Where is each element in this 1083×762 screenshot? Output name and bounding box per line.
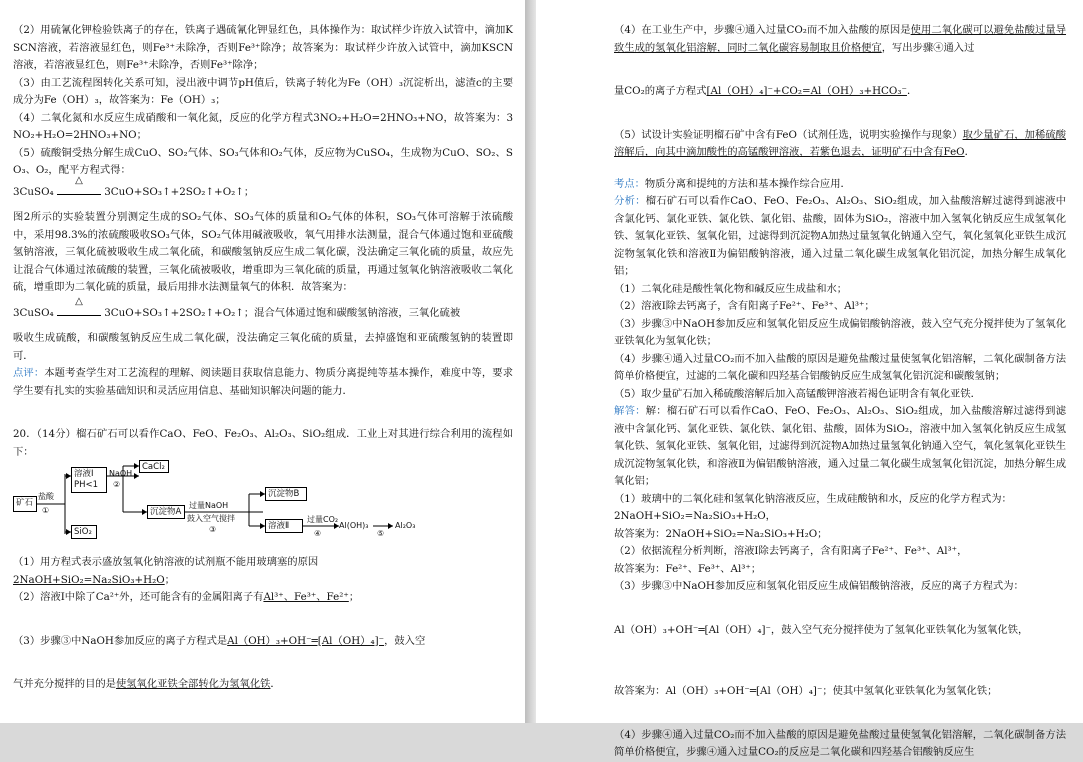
excess-co2-label: 过量CO₂: [307, 515, 339, 524]
answer-1: 2NaOH+SiO₂=Na₂SiO₃+H₂O；: [13, 573, 175, 586]
answer-4b-text: [Al（OH）₄]⁻+CO₂=Al（OH）₃+HCO₃⁻: [706, 85, 907, 97]
solution-3-answer: 故答案为：Al（OH）₃+OH⁻═[Al（OH）₄]⁻；使其中氢氧化亚铁氧化为氢氧化铁；: [614, 685, 998, 697]
equation-left: 3CuSO₄: [13, 306, 54, 319]
key-point-label: 考点：: [614, 177, 645, 190]
equation-right: 3CuO+SO₃↑+2SO₂↑+O₂↑；混合气体通过饱和碳酸氢钠溶液，三氧化硫被: [104, 306, 461, 319]
question-2-text: （2）溶液Ⅰ中除了Ca²⁺外，还可能含有的金属阳离子有: [13, 591, 264, 603]
left-column: [13, 22, 513, 694]
question-4-text: （4）在工业生产中，步骤④通入过量CO₂而不加入盐酸的原因是: [614, 24, 911, 36]
solution-2: （2）依据流程分析判断，溶液Ⅰ除去钙离子，含有阳离子Fe²⁺、Fe³⁺、Al³⁺，: [614, 545, 968, 557]
equation-left: 3CuSO₄: [13, 185, 54, 198]
question-5: （5）试设计实验证明榴石矿中含有FeO（试剂任选，说明实验操作与现象）取少量矿石，加稀硫酸溶解后，向其中滴加酸性的高锰酸钾溶液，若紫色退去，证明矿石中含有FeO．: [614, 128, 1067, 158]
question-3: [13, 633, 513, 651]
precipitate-a-box: 沉淀物A: [147, 505, 185, 519]
solution-2-box: 溶液Ⅱ: [265, 519, 303, 533]
aloh3-label: Al(OH)₃: [339, 521, 369, 530]
precipitate-b-box: 沉淀物B: [265, 487, 307, 501]
analysis-2: （2）溶液Ⅰ除去钙离子，含有阳离子Fe²⁺、Fe³⁺、Al³⁺；: [614, 300, 875, 312]
solution-1-answer: 故答案为：2NaOH+SiO₂=Na₂SiO₃+H₂O；: [614, 527, 828, 540]
left-page: [0, 0, 525, 723]
solution-2-answer: 故答案为：Fe²⁺、Fe³⁺、Al³⁺；: [614, 562, 762, 575]
comment-label: 点评：: [13, 367, 45, 379]
question-4b-text: 量CO₂的离子方程式: [614, 85, 707, 97]
question-5-text: （5）试设计实验证明榴石矿中含有FeO（试剂任选，说明实验操作与现象）: [614, 128, 963, 141]
hcl-label: 盐酸: [38, 492, 54, 501]
step-2-label: ②: [113, 480, 121, 489]
heat-arrow: [57, 174, 101, 195]
question-4b: 量CO₂的离子方程式[Al（OH）₄]⁻+CO₂=Al（OH）₃+HCO₃⁻．: [614, 85, 918, 97]
paragraph: （4）二氧化氮和水反应生成硝酸和一氧化氮，反应的化学方程式3NO₂+H₂O=2HNO₃+NO，故答案为：3NO₂+H₂O=2HNO₃+NO；: [13, 111, 513, 141]
equation-line: [13, 174, 513, 202]
question-20: 20．（14分）榴石矿石可以看作CaO、FeO、Fe₂O₃、Al₂O₃、SiO₂组成．工业上对其进行综合利用的流程如下：: [13, 428, 513, 458]
question-3-suffix: ，鼓入空: [384, 634, 426, 647]
question-3b-text: 气并充分搅拌的目的是: [13, 678, 116, 690]
comment: [13, 365, 513, 400]
question-4: [614, 22, 1066, 57]
solution-4: （4）步骤④通入过量CO₂而不加入盐酸的原因是避免盐酸过量使氢氧化铝溶解，二氧化碳制备方法简单价格便宜，步骤④通入过量CO₂的反应是二氧化碳和四羟基合铝酸钠反应生: [614, 728, 1066, 758]
step-5-label: ⑤: [377, 529, 385, 538]
naoh-label: NaOH: [109, 469, 133, 478]
paragraph: 图2所示的实验装置分别测定生成的SO₂气体、SO₃气体的质量和O₂气体的体积，SO₃气体可溶解于浓硫酸中，采用98.3%的浓硫酸吸收SO₃气体，SO₂气体用碱液吸收，氧气用排水法测量，混合气体通过饱和亚硫酸氢钠溶液，三氧化硫被吸收生成二氧化硫，和碳酸氢钠反应生成二氧化碳，没法确定三氧化硫的质量，故应先让混合气体通过浓硫酸的装置，三氧化硫被吸收，增重即为三氧化硫的质量，再通过氢氧化钠溶液吸收二氧化硫，增重即为二氧化硫的质量，最后用排水法测量氧气的体积．故答案为：: [13, 211, 513, 293]
answer-3-text: Al（OH）₃+OH⁻═[Al（OH）₄]⁻: [227, 634, 385, 647]
answer-5-text: 取少量矿石，加稀硫酸溶解后，向其中滴加酸性的高锰酸钾溶液，若紫色退去，证明矿石中含有FeO: [614, 128, 1067, 158]
solution-label: 解答：: [614, 405, 646, 417]
paragraph: 吸收生成硫酸，和碳酸氢钠反应生成二氧化碳，没法确定三氧化硫的质量，去掉盛饱和亚硫酸氢钠的装置即可．: [13, 332, 513, 362]
flow-diagram: [13, 464, 453, 550]
delta-symbol: △: [75, 295, 83, 307]
solution-1: （1）玻璃中的二氧化硅和氢氧化钠溶液反应，生成硅酸钠和水，反应的化学方程式为：: [614, 492, 1012, 505]
solution-1-equation: 2NaOH+SiO₂=Na₂SiO₃+H₂O，: [614, 510, 776, 522]
paragraph: （2）用硫氰化钾检验铁离子的存在，铁离子遇硫氰化钾显红色，具体操作为：取试样少许放入试管中，滴加KSCN溶液，若溶液显红色，则Fe³⁺未除净，否则Fe³⁺除净；故答案为：取试样少许放入试管中，滴加KSCN溶液，若溶液显红色，则Fe³⁺未除净，否则Fe³⁺除净；: [13, 24, 513, 71]
paragraph: （3）由工艺流程图转化关系可知，浸出液中调节pH值后，铁离子转化为Fe（OH）₃沉淀析出，滤渣c的主要成分为Fe（OH）₃，故答案为：Fe（OH）₃；: [13, 76, 513, 106]
step-4-label: ④: [314, 529, 322, 538]
ph-label: PH<1: [74, 480, 99, 490]
al2o3-label: Al₂O₃: [395, 521, 416, 530]
answer-3b-text: 使氢氧化亚铁全部转化为氢氧化铁: [115, 678, 271, 690]
equation-line: [13, 295, 513, 323]
comment-text: 本题考查学生对工艺流程的理解、阅读题目获取信息能力、物质分离提纯等基本操作，难度中等，要求学生要有扎实的实验基础知识和灵活应用信息、基础知识解决问题的能力．: [13, 367, 514, 397]
air-stir-label: 鼓入空气搅拌: [187, 514, 235, 523]
key-point: [614, 176, 1066, 194]
delta-symbol: △: [75, 174, 83, 186]
analysis-4: （4）步骤④通入过量CO₂而不加入盐酸的原因是避免盐酸过量使氢氧化铝溶解，二氧化碳制备方法简单价格便宜，过滤的二氧化碳和四羟基合铝酸钠反应生成氢氧化铝沉淀和碳酸氢钠；: [614, 352, 1066, 382]
question-3b: 气并充分搅拌的目的是使氢氧化亚铁全部转化为氢氧化铁．: [13, 678, 281, 690]
question-3-text: （3）步骤③中NaOH参加反应的离子方程式是: [13, 634, 228, 647]
analysis-1: （1）二氧化硅是酸性氧化物和碱反应生成盐和水；: [614, 282, 848, 295]
analysis: [614, 193, 1066, 281]
solution-text: 解：榴石矿石可以看作CaO、FeO、Fe₂O₃、Al₂O₃、SiO₂组成，加入盐酸溶解过滤得到滤液中含氯化钙、氯化亚铁、氯化铁、氯化铝、盐酸，固体为SiO₂，溶液中加入氢氧化钠反应生成氢氧化铁、氢氧化亚铁、氢氧化铝，过滤得到沉淀物A加热过量氢氧化钠通入空气，氧化氢氧化亚铁生成沉淀物氢氧化铁，和溶液Ⅱ为偏铝酸钠溶液，通入过量二氧化碳生成氢氧化铝沉淀，加热分解生成氧化铝；: [614, 405, 1067, 487]
solution-1-box: [71, 467, 107, 493]
answer-1-text: 2NaOH+SiO₂=Na₂SiO₃+H₂O: [13, 573, 165, 586]
step-1-label: ①: [42, 506, 50, 515]
excess-naoh-label: 过量NaOH: [189, 501, 229, 510]
solution-1-label: 溶液Ⅰ: [74, 469, 94, 479]
equation-right: 3CuO+SO₃↑+2SO₂↑+O₂↑；: [104, 185, 255, 198]
solution-3: （3）步骤③中NaOH参加反应和氢氧化铝反应生成偏铝酸钠溶液，反应的离子方程式为：: [614, 580, 1024, 592]
paragraph: （5）硫酸铜受热分解生成CuO、SO₂气体、SO₃气体和O₂气体，反应物为CuSO₄，生成物为CuO、SO₂、SO₃、O₂，配平方程式得：: [13, 146, 513, 176]
answer-2-text: Al³⁺、Fe³⁺、Fe²⁺: [263, 591, 349, 603]
analysis-3: （3）步骤③中NaOH参加反应和氢氧化铝反应生成偏铝酸钠溶液，鼓入空气充分搅拌使为了氢氧化亚铁氧化为氢氧化铁；: [614, 317, 1066, 347]
right-page: [536, 0, 1083, 758]
right-column: [614, 22, 1066, 762]
step-3-label: ③: [209, 525, 217, 534]
question-2: （2）溶液Ⅰ中除了Ca²⁺外，还可能含有的金属阳离子有Al³⁺、Fe³⁺、Fe²⁺；: [13, 591, 360, 603]
solution: [614, 403, 1066, 491]
question-4-suffix: ，写出步骤④通入过: [881, 41, 975, 54]
ore-box: 矿石: [13, 496, 37, 512]
analysis-label: 分析：: [614, 195, 646, 207]
cacl2-box: CaCl₂: [139, 460, 169, 473]
analysis-text: 榴石矿石可以看作CaO、FeO、Fe₂O₃、Al₂O₃、SiO₂组成，加入盐酸溶解过滤得到滤液中含氯化钙、氯化亚铁、氯化铁、氯化铝、盐酸，固体为SiO₂，溶液中加入氢氧化钠反应生成氢氧化铁、氢氧化亚铁、氢氧化铝，过滤得到沉淀物A加热过量氢氧化钠通入空气，氧化氢氧化亚铁生成沉淀物氢氧化铁和溶液Ⅱ为偏铝酸钠溶液，通入过量二氧化碳生成氢氧化铝沉淀，加热分解生成氧化铝；: [614, 195, 1067, 277]
key-point-text: 物质分离和提纯的方法和基本操作综合应用．: [644, 177, 851, 190]
answer-4-text: 使用二氧化碳可以避免盐酸过量导致生成的氢氧化铝溶解，同时二氧化碳容易制取且价格便宜: [614, 24, 1067, 54]
page-gutter: [525, 0, 536, 723]
question-1: （1）用方程式表示盛放氢氧化钠溶液的试剂瓶不能用玻璃塞的原因: [13, 556, 319, 568]
heat-arrow: [57, 295, 101, 316]
solution-3-equation: Al（OH）₃+OH⁻═[Al（OH）₄]⁻，鼓入空气充分搅拌使为了氢氧化亚铁氧化为氢氧化铁，: [614, 623, 1029, 636]
analysis-5: （5）取少量矿石加入稀硫酸溶解后加入高锰酸钾溶液若褐色证明含有氧化亚铁．: [614, 387, 981, 400]
sio2-box: SiO₂: [71, 525, 97, 539]
